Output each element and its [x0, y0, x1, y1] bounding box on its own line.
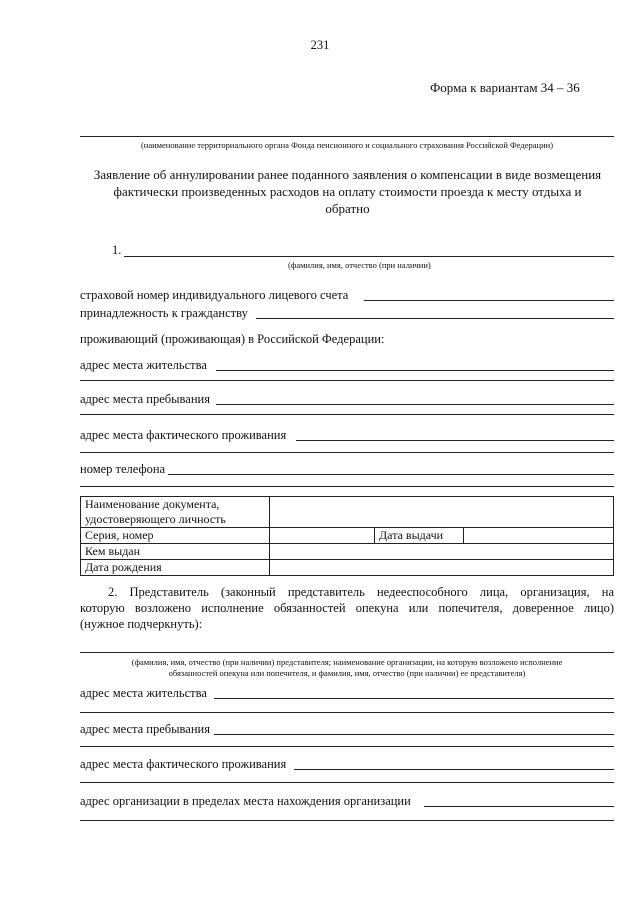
doc-name-label-1: Наименование документа, — [85, 497, 220, 511]
section1-number: 1. — [112, 243, 122, 257]
actual-residence-label: адрес места фактического проживания — [80, 428, 287, 442]
rep-residence-input-line[interactable] — [214, 698, 614, 699]
rep-stay-input-line[interactable] — [214, 734, 614, 735]
residence-input-line-2[interactable] — [80, 380, 614, 381]
birth-date-label: Дата рождения — [85, 560, 162, 574]
page-number: 231 — [310, 38, 330, 52]
title-line-2: фактически произведенных расходов на оплату стоимости проезда к месту отдыха и — [113, 184, 582, 199]
representative-caption — [80, 657, 614, 679]
representative-caption-2: обязанностей опекуна или попечителя, и фамилия, имя, отчество (при наличии) ее представителя) — [168, 668, 526, 678]
applicant-name-line[interactable] — [124, 256, 614, 257]
snils-input-line[interactable] — [364, 300, 614, 301]
citizenship-input-line[interactable] — [256, 318, 614, 319]
phone-input-line[interactable] — [168, 474, 614, 475]
section2-line-2: которую возложено исполнение обязанностей опекуна или попечителя, доверенное лицо) — [80, 601, 614, 615]
stay-input-line[interactable] — [216, 404, 614, 405]
issue-date-label: Дата выдачи — [379, 528, 444, 542]
issue-date-value-cell[interactable] — [464, 528, 614, 544]
rep-actual-input-line[interactable] — [294, 769, 614, 770]
actual-residence-input-line[interactable] — [296, 440, 614, 441]
rep-stay-label: адрес места пребывания — [80, 722, 210, 736]
rep-residence-input-line-2[interactable] — [80, 712, 614, 713]
section2-line-1: 2. Представитель (законный представитель недееспособного лица, организация, на — [108, 585, 614, 599]
issue-date-label-cell — [375, 528, 464, 544]
applicant-name-caption: (фамилия, имя, отчество (при наличии) — [288, 260, 431, 270]
rep-stay-input-line-2[interactable] — [80, 746, 614, 747]
stay-label: адрес места пребывания — [80, 392, 210, 406]
representative-name-line[interactable] — [80, 652, 614, 653]
residing-label: проживающий (проживающая) в Российской Федерации: — [80, 332, 385, 346]
org-name-line[interactable] — [80, 136, 614, 137]
phone-label: номер телефона — [80, 462, 166, 476]
phone-input-line-2[interactable] — [80, 486, 614, 487]
issued-by-value-cell[interactable] — [270, 544, 614, 560]
rep-actual-input-line-2[interactable] — [80, 782, 614, 783]
representative-caption-1: (фамилия, имя, отчество (при наличии) представителя; наименование организации, на которую возложено исполнение — [131, 657, 563, 667]
title-line-1: Заявление об аннулировании ранее поданного заявления о компенсации в виде возмещения — [93, 167, 602, 182]
rep-residence-label: адрес места жительства — [80, 686, 207, 700]
series-label: Серия, номер — [85, 528, 154, 542]
birth-date-label-cell — [81, 560, 270, 576]
snils-label: страховой номер индивидуального лицевого счета — [80, 288, 349, 302]
rep-actual-label: адрес места фактического проживания — [80, 757, 287, 771]
doc-name-label-cell — [81, 497, 270, 528]
residence-label: адрес места жительства — [80, 358, 207, 372]
birth-date-value-cell[interactable] — [270, 560, 614, 576]
stay-input-line-2[interactable] — [80, 414, 614, 415]
series-value-cell[interactable] — [270, 528, 375, 544]
id-document-table — [80, 496, 614, 576]
org-address-input-line[interactable] — [424, 806, 614, 807]
issued-by-label: Кем выдан — [85, 544, 141, 558]
doc-name-label-2: удостоверяющего личность — [85, 512, 226, 526]
citizenship-label: принадлежность к гражданству — [80, 306, 248, 320]
org-address-input-line-2[interactable] — [80, 820, 614, 821]
issued-by-label-cell — [81, 544, 270, 560]
org-caption: (наименование территориального органа Фонда пенсионного и социального страхования Российской Федерации) — [140, 140, 554, 150]
actual-residence-input-line-2[interactable] — [80, 452, 614, 453]
doc-name-value-cell[interactable] — [270, 497, 614, 528]
document-title — [70, 166, 625, 217]
section2-line-3: (нужное подчеркнуть): — [80, 617, 203, 631]
residence-input-line[interactable] — [216, 370, 614, 371]
org-address-label: адрес организации в пределах места нахождения организации — [80, 794, 411, 808]
form-label: Форма к вариантам 34 – 36 — [430, 80, 580, 95]
section2-paragraph — [80, 584, 614, 632]
title-line-3: обратно — [325, 201, 370, 216]
series-label-cell — [81, 528, 270, 544]
